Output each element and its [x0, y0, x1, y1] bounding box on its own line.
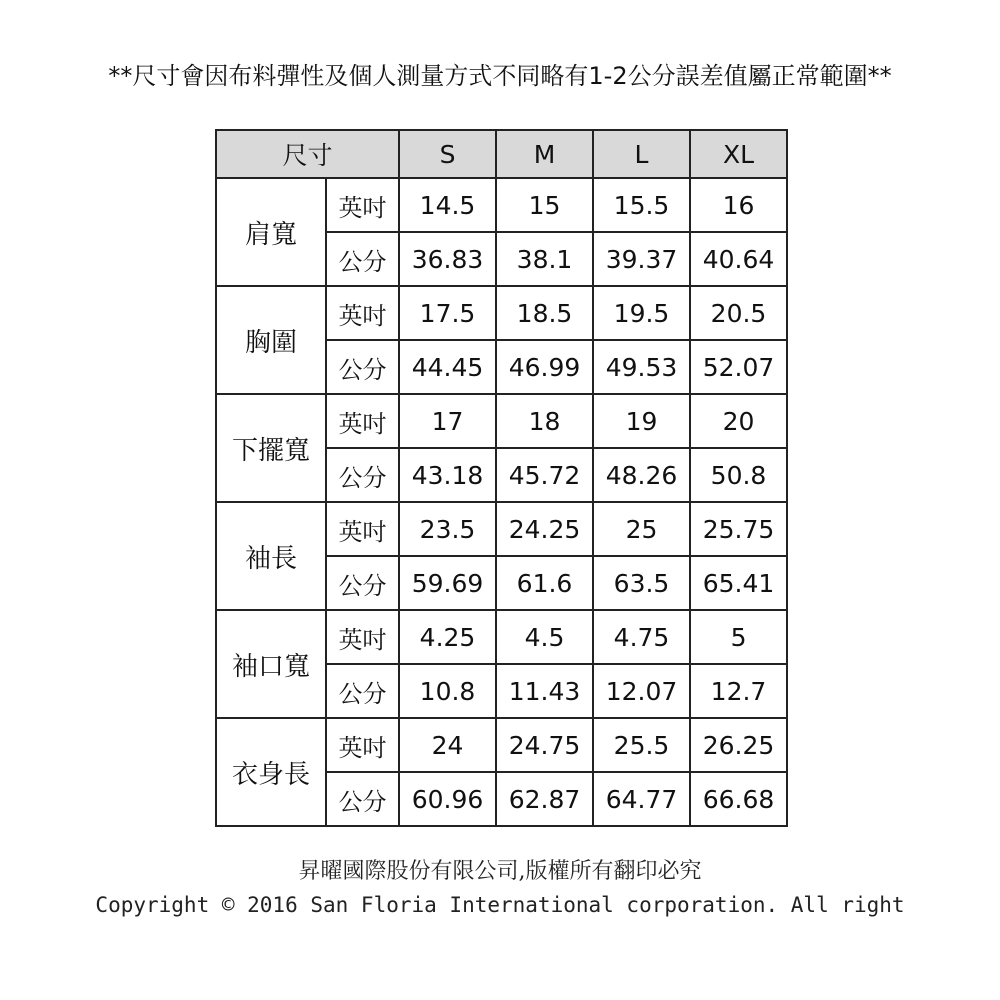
value-cell: 14.5: [399, 178, 496, 232]
unit-label-cm: 公分: [326, 556, 399, 610]
value-cell: 62.87: [496, 772, 593, 826]
value-cell: 48.26: [593, 448, 690, 502]
unit-label-inch: 英吋: [326, 394, 399, 448]
value-cell: 44.45: [399, 340, 496, 394]
measure-label: 胸圍: [216, 286, 326, 394]
value-cell: 46.99: [496, 340, 593, 394]
value-cell: 40.64: [690, 232, 787, 286]
value-cell: 20.5: [690, 286, 787, 340]
value-cell: 63.5: [593, 556, 690, 610]
unit-label-inch: 英吋: [326, 718, 399, 772]
value-cell: 25.75: [690, 502, 787, 556]
value-cell: 4.5: [496, 610, 593, 664]
value-cell: 19: [593, 394, 690, 448]
value-cell: 18.5: [496, 286, 593, 340]
value-cell: 52.07: [690, 340, 787, 394]
unit-label-cm: 公分: [326, 232, 399, 286]
table-row: [216, 286, 787, 340]
value-cell: 24.25: [496, 502, 593, 556]
value-cell: 26.25: [690, 718, 787, 772]
value-cell: 12.07: [593, 664, 690, 718]
value-cell: 36.83: [399, 232, 496, 286]
header-label: 尺寸: [216, 130, 399, 178]
header-size-l: L: [593, 130, 690, 178]
measure-label: 袖長: [216, 502, 326, 610]
value-cell: 59.69: [399, 556, 496, 610]
measure-label: 肩寬: [216, 178, 326, 286]
unit-label-cm: 公分: [326, 664, 399, 718]
value-cell: 43.18: [399, 448, 496, 502]
value-cell: 45.72: [496, 448, 593, 502]
value-cell: 19.5: [593, 286, 690, 340]
measure-label: 下擺寬: [216, 394, 326, 502]
value-cell: 24: [399, 718, 496, 772]
size-chart-header: [216, 130, 787, 178]
value-cell: 24.75: [496, 718, 593, 772]
value-cell: 15: [496, 178, 593, 232]
value-cell: 25: [593, 502, 690, 556]
table-row: [216, 610, 787, 664]
value-cell: 66.68: [690, 772, 787, 826]
value-cell: 25.5: [593, 718, 690, 772]
measure-label: 袖口寬: [216, 610, 326, 718]
unit-label-inch: 英吋: [326, 178, 399, 232]
unit-label-cm: 公分: [326, 340, 399, 394]
value-cell: 61.6: [496, 556, 593, 610]
value-cell: 64.77: [593, 772, 690, 826]
company-copyright-notice: 昇曜國際股份有限公司,版權所有翻印必究: [298, 859, 702, 884]
value-cell: 11.43: [496, 664, 593, 718]
value-cell: 10.8: [399, 664, 496, 718]
size-chart-table: [215, 129, 788, 827]
table-row: [216, 502, 787, 556]
value-cell: 16: [690, 178, 787, 232]
table-row: [216, 718, 787, 772]
value-cell: 5: [690, 610, 787, 664]
value-cell: 4.75: [593, 610, 690, 664]
unit-label-inch: 英吋: [326, 610, 399, 664]
value-cell: 20: [690, 394, 787, 448]
unit-label-inch: 英吋: [326, 502, 399, 556]
header-size-m: M: [496, 130, 593, 178]
measure-label: 衣身長: [216, 718, 326, 826]
value-cell: 15.5: [593, 178, 690, 232]
unit-label-cm: 公分: [326, 772, 399, 826]
value-cell: 50.8: [690, 448, 787, 502]
unit-label-inch: 英吋: [326, 286, 399, 340]
value-cell: 49.53: [593, 340, 690, 394]
header-size-s: S: [399, 130, 496, 178]
value-cell: 4.25: [399, 610, 496, 664]
value-cell: 38.1: [496, 232, 593, 286]
value-cell: 17: [399, 394, 496, 448]
size-chart-body: [216, 178, 787, 826]
value-cell: 65.41: [690, 556, 787, 610]
value-cell: 12.7: [690, 664, 787, 718]
value-cell: 23.5: [399, 502, 496, 556]
value-cell: 60.96: [399, 772, 496, 826]
value-cell: 18: [496, 394, 593, 448]
copyright-line: Copyright © 2016 San Floria International corporation. All right: [95, 893, 905, 917]
value-cell: 39.37: [593, 232, 690, 286]
header-size-xl: XL: [690, 130, 787, 178]
table-row: [216, 394, 787, 448]
unit-label-cm: 公分: [326, 448, 399, 502]
header-row: [216, 130, 787, 178]
value-cell: 17.5: [399, 286, 496, 340]
measurement-notice: **尺寸會因布料彈性及個人測量方式不同略有1-2公分誤差值屬正常範圍**: [108, 62, 892, 90]
table-row: [216, 178, 787, 232]
